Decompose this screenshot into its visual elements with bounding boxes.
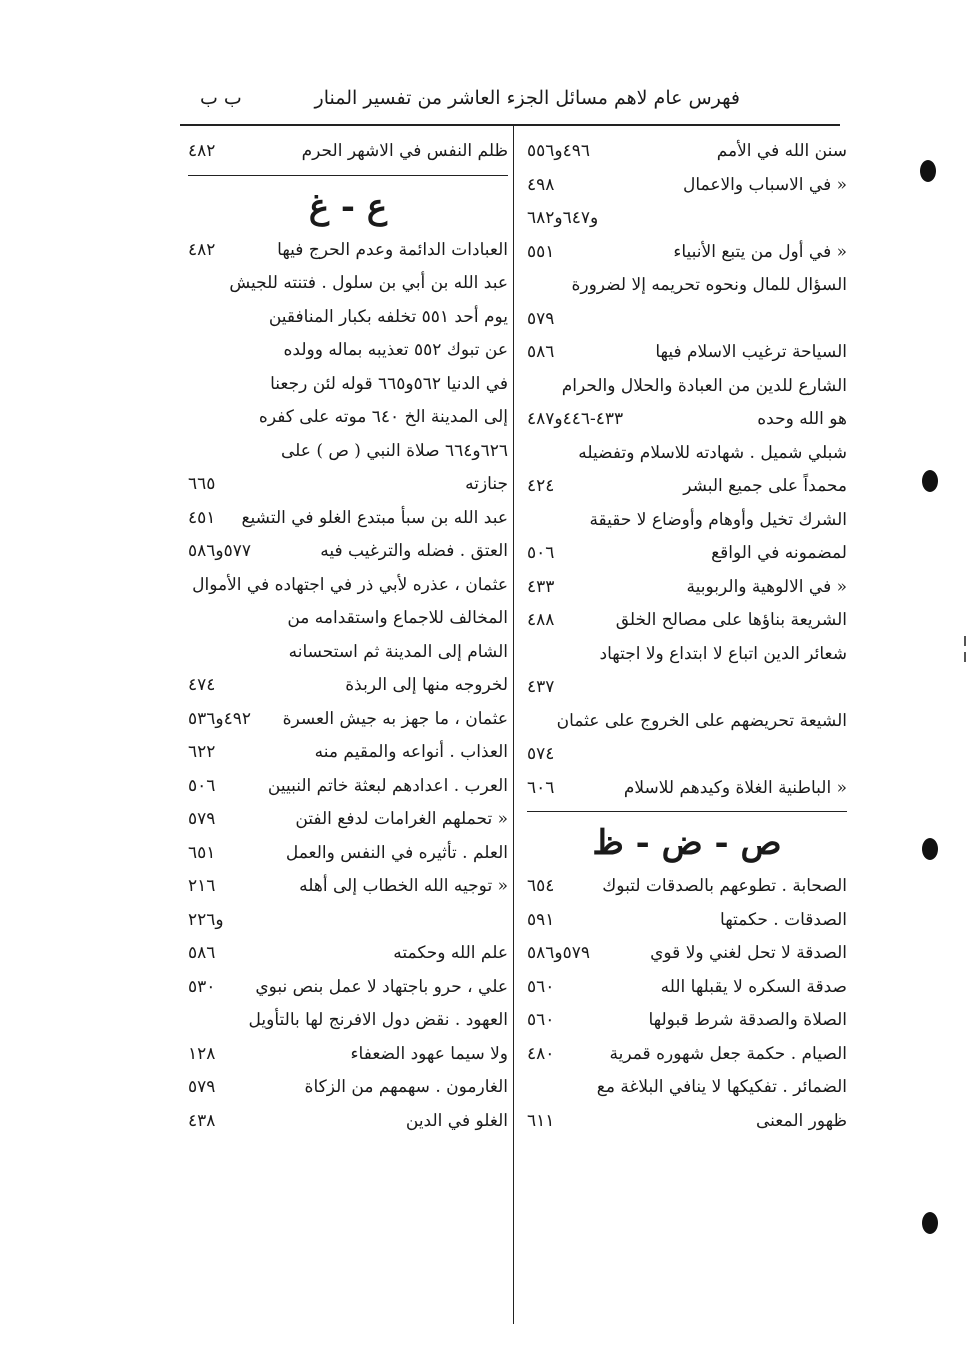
scan-blot [920,160,936,182]
entry-text: العبادات الدائمة وعدم الحرج فيها [277,239,508,260]
index-entry [527,738,847,772]
index-entry [527,705,847,739]
entry-text: الغارمون . سهمهم من الزكاة [304,1077,508,1097]
index-entry [188,468,508,502]
index-entry [188,904,508,938]
index-entry [527,236,847,270]
entry-pages: ١٢٨ [188,1043,216,1064]
entry-pages: ٤٨٢ [188,239,216,260]
index-entry [188,636,508,670]
entry-text: العرب . اعدادهم لبعثة خاتم النبيين [267,775,508,796]
index-entry [527,470,847,504]
scan-blot [922,470,938,492]
entry-pages: ٦٥٤ [527,876,555,896]
index-entry [527,772,847,806]
entry-pages: ٥٩١ [527,909,555,930]
entry-text: « الباطنية الغلاة وكيدهم للاسلام [623,777,847,798]
entry-pages: ٥٧٩ [527,308,555,329]
entry-text: السؤال للمال ونحوه تحريمه إلا لضرورة [571,275,847,295]
index-entry [188,569,508,603]
index-entry [527,638,847,672]
entry-pages: ٦٢٢ [188,742,216,762]
entry-pages: ٢١٦ [188,876,216,896]
entry-text: الشيعة تحريضهم على الخروج على عثمان [556,710,847,731]
index-entry [188,803,508,837]
entry-text: عن تبوك ٥٥٢ تعذيبه بماله وولده [283,340,508,360]
entry-text: الصلاة والصدقة شرط قبولها [648,1010,847,1030]
index-entry [527,303,847,337]
index-entry [188,1071,508,1105]
index-entry [527,537,847,571]
entry-text: المخالف للاجماع واستقدامه من [287,608,508,628]
entry-text: في الدنيا ٥٦٢و٦٦٥ قوله لئن رجعنا [270,373,508,394]
index-entry [188,770,508,804]
running-header [200,78,740,118]
entry-pages: ٤٨٠ [527,1043,555,1064]
entry-pages: ٥٨٦ [527,342,555,362]
header-rule [180,124,840,126]
entry-text: علي ، حرو باجتهاد لا عمل بنص نبوي [255,976,508,997]
index-entry [527,937,847,971]
entry-pages: ٥٦٠ [527,976,555,997]
index-entry [188,1004,508,1038]
index-entry [527,971,847,1005]
entry-pages: ٤٢٤ [527,476,555,496]
index-entry [527,1004,847,1038]
index-entry [188,535,508,569]
entry-text: ولا سيما عهود الضعفاء [350,1043,508,1064]
entry-pages: ٥٠٦ [188,775,216,796]
entry-pages: ٥٧٩و٥٨٦ [527,943,591,963]
entry-text: العذاب . أنواعه والمقيم منه [314,742,508,762]
index-entry [188,435,508,469]
index-entry [188,135,508,169]
entry-text: لمضمونه في الواقع [711,543,847,563]
entry-pages: ٤٩٨ [527,174,555,195]
index-entry [188,334,508,368]
entry-text: عبد الله بن أبي بن سلول . فتنته للجيش [229,273,508,293]
entry-pages: و٢٢٦ [188,909,224,930]
index-entry [188,502,508,536]
index-entry [188,669,508,703]
header-title: فهرس عام لاهم مسائل الجزء العاشر من تفسير المنار [314,87,740,109]
index-entry [527,671,847,705]
entry-text: الصحابة . تطوعهم بالصدقات لتبوك [602,876,847,896]
scan-blot [922,838,938,860]
entry-pages: ٤٣٨ [188,1110,216,1131]
right-entries-list [527,135,847,805]
entry-text: محمداً على جميع البشر [683,476,847,496]
scan-mark [964,636,966,646]
entry-pages: ٦٥١ [188,842,216,863]
entry-pages: ٥٧٩ [188,809,216,829]
entry-pages: ٦٦٥ [188,474,216,494]
entry-text: ظلم النفس في الاشهر الحرم [301,141,508,161]
entry-text: ظهور المعنى [756,1110,847,1131]
entry-pages: ٤٣٧ [527,677,555,697]
entry-text: إلى المدينة الخ ٦٤٠ موته على كفره [258,407,508,427]
entry-pages: ٦٠٦ [527,777,555,798]
entry-text: علم الله وحكمته [393,943,508,963]
entry-text: الصدقات . حكمتها [720,909,847,930]
left-column [188,135,508,1138]
index-entry [188,703,508,737]
entry-pages: ٤٨٨ [527,610,555,630]
index-entry [188,401,508,435]
entry-text: ٦٢٦و٦٦٤ صلاة النبي ( ص ) على [280,440,508,461]
header-page-code: ب ب [200,87,242,109]
index-entry [527,904,847,938]
scan-mark [964,652,966,662]
index-entry [527,169,847,203]
entry-pages: و٦٤٧و٦٨٢ [527,208,599,228]
entry-pages: ٥٧٧و٥٨٦ [188,541,252,561]
entry-pages: ٤٣٣ [527,576,555,597]
index-entry [188,870,508,904]
section-heading-sad-dad-za: ص - ض - ظ [592,823,782,863]
index-entry [188,837,508,871]
index-entry [527,437,847,471]
index-entry [188,736,508,770]
entry-text: الشرك تخيل وأوهام وأوضاع لا حقيقة [589,509,847,530]
entry-text: سنن الله في الأمم [716,141,847,161]
entry-text: لخروجه منها إلى الربذة [345,675,508,695]
entry-pages: ٤٨٢ [188,141,216,161]
entry-pages: ٥٣٠ [188,976,216,997]
index-entry [527,870,847,904]
index-entry [527,269,847,303]
entry-pages: ٥٥١ [527,241,555,262]
index-entry [527,571,847,605]
index-entry [188,971,508,1005]
entry-text: العهود . نقض دول الافرنج لها بالتأويل [248,1010,508,1030]
index-entry [527,370,847,404]
entry-pages: ٤٣٣-٤٤٦و٤٨٧ [527,409,624,429]
index-entry [527,403,847,437]
index-entry [527,135,847,169]
entry-pages: ٤٩٦و٥٥٦ [527,141,591,161]
entry-text: الصيام . حكمة جعل شهوره قمرية [609,1043,847,1064]
entry-text: الصدقة لا تحل لغني ولا قوي [650,943,847,963]
entry-pages: ٥٧٩ [188,1077,216,1097]
entry-text: الشارع للدين من العبادة والحلال والحرام [561,375,847,396]
entry-pages: ٥٠٦ [527,543,555,563]
entry-text: « في الالوهية والربوبية [686,576,847,597]
entry-text: الشام إلى المدينة ثم استحسانه [288,641,508,662]
entry-text: السياحة ترغيب الاسلام فيها [655,342,847,362]
left-section-rule [188,175,508,176]
entry-text: صدقة السكره لا يقبلها الله [660,976,847,997]
index-entry [188,602,508,636]
entry-pages: ٤٧٤ [188,675,216,695]
index-entry [188,368,508,402]
entry-text: « في أول من يتبع الأنبياء [673,241,847,262]
entry-pages: ٤٩٢و٥٣٦ [188,708,252,729]
entry-text: الضمائر . تفكيكها لا ينافي البلاغة مع [596,1077,847,1097]
entry-text: شبلي شميل . شهادته للاسلام وتفضيله [578,442,847,463]
entry-text: « في الاسباب والاعمال [682,174,847,195]
index-entry [188,1038,508,1072]
index-entry [188,301,508,335]
entry-pages: ٥٧٤ [527,744,555,764]
entry-pages: ٤٥١ [188,507,216,528]
index-entry [527,202,847,236]
entry-text: شعائر الدين اتباع لا ابتداع ولا اجتهاد [599,643,847,664]
entry-text: يوم أحد ٥٥١ تخلفه بكبار المنافقين [268,306,508,327]
entry-text: الشريعة بناؤها على مصالح الخلق [615,610,847,630]
entry-text: هو الله وحده [757,409,847,429]
entry-text: العتق . فضله والترغيب فيه [320,541,508,561]
section-heading-ain-ghain: ع - غ [308,186,388,227]
right-column [527,135,847,1138]
entry-pages: ٦١١ [527,1110,555,1131]
scan-blot [922,1212,938,1234]
entry-text: عبد الله بن سبأ مبتدع الغلو في التشيع [241,507,508,528]
index-entry [527,1105,847,1139]
index-entry [527,336,847,370]
index-entry [188,234,508,268]
entry-pages: ٥٨٦ [188,943,216,963]
entry-text: « توجيه الله الخطاب إلى أهله [299,876,508,896]
index-entry [188,937,508,971]
entry-text: « تحملهم الغرامات لدفع الفتن [295,809,508,829]
index-entry [527,504,847,538]
entry-text: الغلو في الدين [405,1110,508,1131]
column-divider [513,124,514,1324]
index-entry [188,1105,508,1139]
right-section-rule [527,811,847,812]
entry-text: العلم . تأثيره في النفس والعمل [285,842,508,863]
left-entries-list [188,234,508,1139]
index-entry [527,604,847,638]
entry-text: عثمان ، ما جهز به جيش العسرة [282,708,508,729]
entry-text: جنازته [465,474,508,494]
entry-pages: ٥٦٠ [527,1010,555,1030]
right-entries-after-list [527,870,847,1138]
index-entry [527,1038,847,1072]
index-entry [527,1071,847,1105]
entry-text: عثمان ، عذره لأبي ذر في اجتهاده في الأموال [192,574,508,595]
index-entry [188,267,508,301]
